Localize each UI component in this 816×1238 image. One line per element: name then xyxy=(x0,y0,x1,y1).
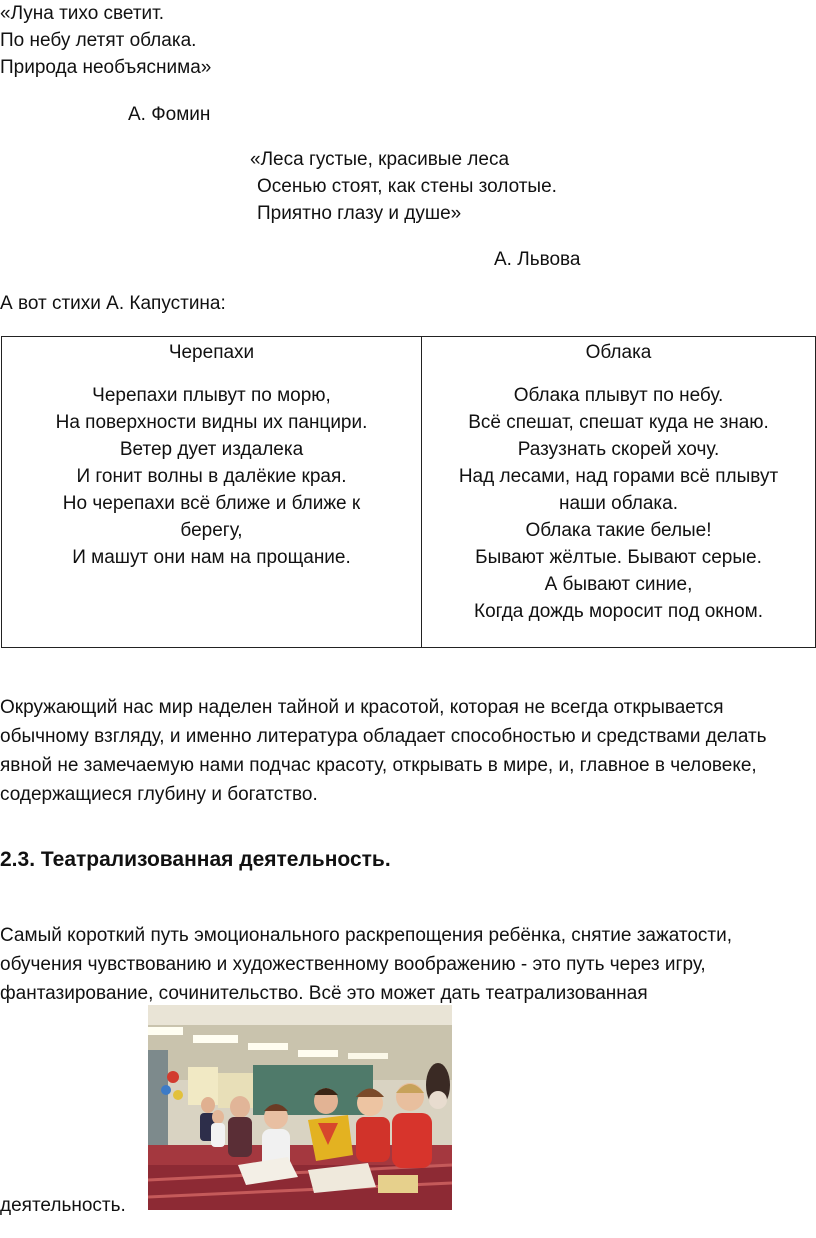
poem-line: Разузнать скорей хочу. xyxy=(517,439,720,460)
poem-line: Когда дождь моросит под окном. xyxy=(474,601,763,622)
poem-line: Над лесами, над горами всё плывут xyxy=(458,466,779,487)
poem-line: Но черепахи всё ближе и ближе к xyxy=(62,493,361,514)
poem-line: Бывают жёлтые. Бывают серые. xyxy=(475,547,762,568)
poem-line: Черепахи плывут по морю, xyxy=(92,385,331,406)
table-cell-turtles xyxy=(2,337,422,648)
paragraph-literature: Окружающий нас мир наделен тайной и красотой, которая не всегда открывается обычному взгляду, и именно литература обладает способностью и средствами делать явной не замечаемую нами подчас красоту, открывать в мире, и, главное в человеке, содержащиеся глубину и богатство. xyxy=(0,697,767,805)
children-activity-photo xyxy=(148,1005,452,1210)
poem-line: Природа необъяснима» xyxy=(0,57,212,78)
poem-line: «Луна тихо светит. xyxy=(0,3,165,24)
poems-table xyxy=(1,336,816,648)
table-cell-clouds xyxy=(422,337,816,648)
poem-title: Облака xyxy=(585,342,652,363)
poem-line: «Леса густые, красивые леса xyxy=(250,149,510,170)
poem-lvova xyxy=(250,146,557,227)
poem-line: Осенью стоят, как стены золотые. xyxy=(257,176,557,197)
poem-title: Черепахи xyxy=(168,342,255,363)
poem-line: наши облака. xyxy=(558,493,679,514)
section-heading: 2.3. Театрализованная деятельность. xyxy=(0,848,391,871)
poem-line: Всё спешат, спешат куда не знаю. xyxy=(468,412,769,433)
poem-fomin xyxy=(0,0,211,81)
intro-text: А вот стихи А. Капустина: xyxy=(0,293,226,314)
poem-line: На поверхности видны их панцири. xyxy=(55,412,368,433)
poem-line: Ветер дует издалека xyxy=(119,439,304,460)
poem-line: А бывают синие, xyxy=(544,574,693,595)
paragraph-tail: деятельность. xyxy=(0,1195,126,1216)
poem-author: А. Фомин xyxy=(128,104,211,125)
poem-line: И машут они нам на прощание. xyxy=(72,547,351,568)
poem-line: берегу, xyxy=(180,520,243,541)
poem-author: А. Львова xyxy=(494,249,581,270)
paragraph-theatre: Самый короткий путь эмоционального раскрепощения ребёнка, снятие зажатости, обучения чувствованию и художественному воображению - это путь через игру, фантазирование, сочинительство. Всё это может дать театрализованная xyxy=(0,925,733,1004)
photo-illustration xyxy=(148,1005,452,1210)
poem-line: Облака такие белые! xyxy=(525,520,712,541)
poem-line: Облака плывут по небу. xyxy=(513,385,724,406)
poem-line: И гонит волны в далёкие края. xyxy=(76,466,347,487)
poem-line: По небу летят облака. xyxy=(0,30,197,51)
poem-line: Приятно глазу и душе» xyxy=(257,203,462,224)
